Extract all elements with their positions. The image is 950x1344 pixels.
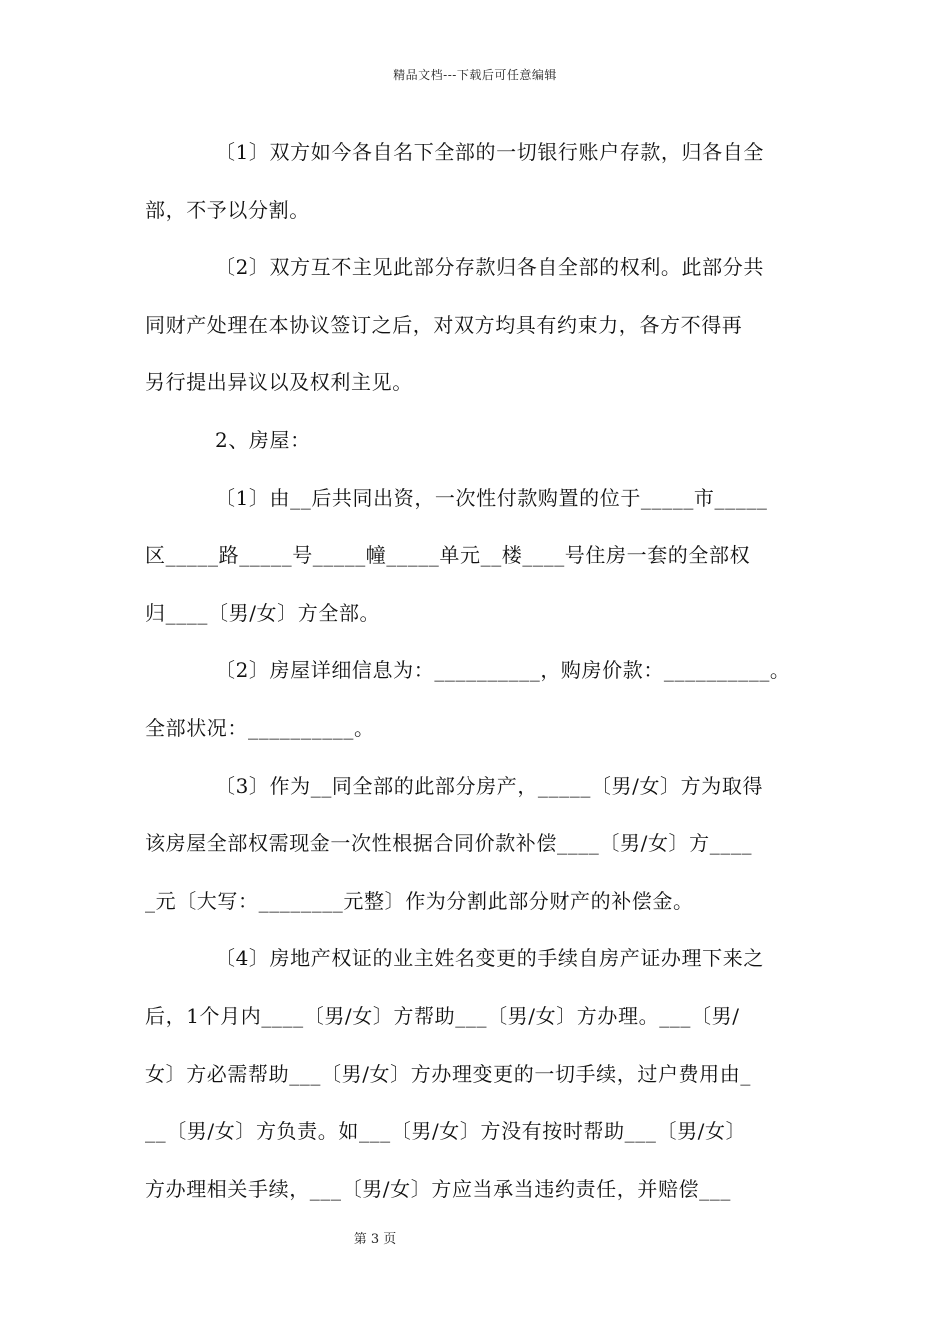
section-heading: 2、房屋： — [215, 427, 311, 452]
text-line: _元〔大写：________元整〕作为分割此部分财产的补偿金。 — [145, 888, 694, 913]
text-line: 〔2〕房屋详细信息为：__________，购房价款：__________。 — [215, 658, 791, 683]
text-line: 区_____路_____号_____幢_____单元__楼____号住房一套的全部权 — [145, 543, 751, 568]
text-line: 后，1个月内____〔男/女〕方帮助___〔男/女〕方办理。___〔男/ — [145, 1003, 740, 1028]
text-line: __〔男/女〕方负责。如___〔男/女〕方没有按时帮助___〔男/女〕 — [145, 1119, 747, 1144]
page-header: 精品文档---下载后可任意编辑 — [393, 68, 557, 82]
text-line: 〔1〕双方如今各自名下全部的一切银行账户存款，归各自全 — [215, 140, 764, 164]
text-line: 归____〔男/女〕方全部。 — [145, 600, 381, 625]
text-line: 〔1〕由__后共同出资，一次性付款购置的位于_____市_____ — [215, 485, 768, 510]
text-line: 〔3〕作为__同全部的此部分房产，_____〔男/女〕方为取得 — [215, 773, 764, 798]
text-line: 全部状况：__________。 — [145, 715, 375, 740]
text-line: 部，不予以分割。 — [145, 197, 310, 222]
text-line: 方办理相关手续，___〔男/女〕方应当承当违约责任，并赔偿___ — [145, 1176, 731, 1201]
page-number: 第 3 页 — [353, 1232, 397, 1247]
text-line: 另行提出异议以及权利主见。 — [145, 370, 413, 395]
document-body — [145, 124, 810, 1218]
text-line: 〔2〕双方互不主见此部分存款归各自全部的权利。此部分共 — [215, 255, 764, 280]
text-line: 同财产处理在本协议签订之后，对双方均具有约束力，各方不得再 — [145, 312, 743, 337]
text-line: 女〕方必需帮助___〔男/女〕方办理变更的一切手续，过户费用由_ — [145, 1061, 751, 1086]
text-line: 该房屋全部权需现金一次性根据合同价款补偿____〔男/女〕方____ — [145, 831, 753, 856]
text-line: 〔4〕房地产权证的业主姓名变更的手续自房产证办理下来之 — [215, 946, 764, 971]
